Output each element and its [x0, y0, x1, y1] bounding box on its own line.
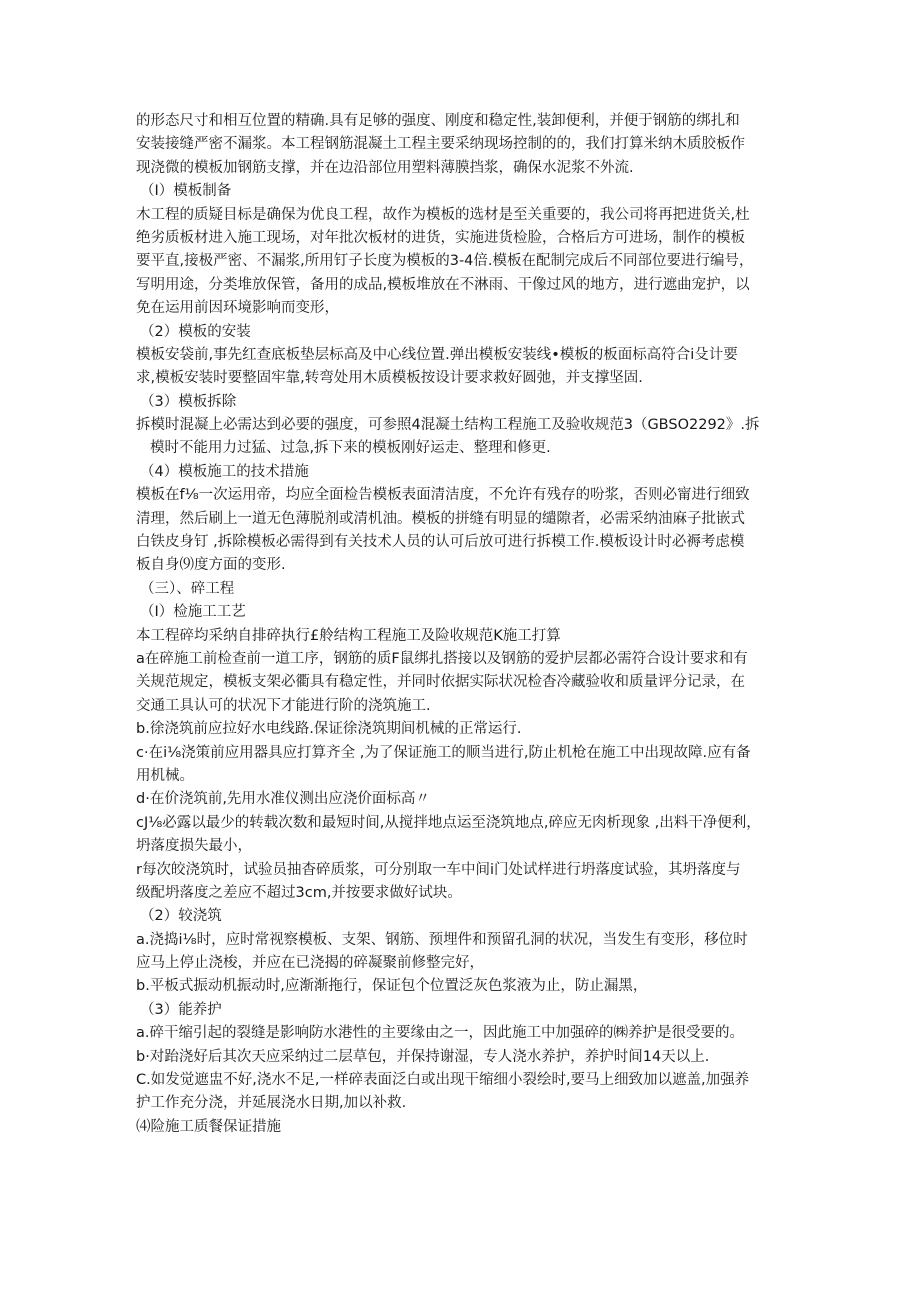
- text-line: 清理，然后刷上一道无色薄脱剂或清机油。模板的拼缝有明显的缱隙者，必需采纳油麻子批嵌式: [136, 510, 745, 527]
- text-line: 求,模板安装时要整固牢靠,转弯处用木质模板按设计要求救好圆弛，并支撑坚固.: [136, 370, 643, 387]
- text-line: 的形态尺寸和相互位置的精确.具有足够的强度、刚度和稳定性,装卸便利，并便于钢筋的绑扎和: [136, 113, 740, 129]
- text-line: r每次皎浇筑时，试验员抽杳碎质浆，可分别取一车中间i门处试样进行坍落度试验，其坍落度与: [136, 861, 741, 878]
- text-line: 级配坍落度之差应不超过3cm,并按要求做好试块。: [136, 884, 462, 901]
- text-line: 拆模时混凝上必需达到必要的强度，可参照4混凝土结构工程施工及验收规范3（GBSO2292》.拆: [136, 417, 760, 434]
- text-line: a在碎施工前检查前一道工序，钢筋的质F鼠绑扎搭接以及钢筋的爱护层都必需符合设计要求和有: [136, 650, 748, 667]
- text-line: b·对跆浇好后其次天应采纳过二层草包，并保持谢湿，专人浇水养护，养护时间14天以上.: [136, 1048, 710, 1065]
- text-line: c·在i⅛浇策前应用器具应打算齐全 ,为了保证施工的顺当进行,防止机枪在施工中出现故障.应有备: [136, 744, 751, 761]
- text-line: 模板安袋前,事先红查底板垫层标高及中心线位置.弹出模板安装线•模板的板面标高符合i殳计要: [136, 346, 738, 363]
- section-heading: （I）检施工工艺: [140, 604, 246, 621]
- text-line: d·在价浇筑前,先用水准仪测出应浇价面标高〃: [136, 791, 430, 808]
- text-line: 木工程的质疑目标是确保为优良工程，故作为模板的选材是至关重要的，我公司将再把进货关,杜: [136, 206, 750, 223]
- section-heading: （2）模板的安装: [140, 323, 251, 340]
- text-line: 交通工具认可的状况下才能进行阶的浇筑施工.: [136, 697, 431, 714]
- text-line: 要平直,接极严密、不漏浆,所用钉子长度为模板的3-4倍.模板在配制完成后不同部位要进行编号，: [136, 253, 754, 270]
- text-line: b.徐浇筑前应拉好水电线路.保证徐浇筑期间机械的正常运行.: [136, 721, 522, 738]
- section-heading: （I）模板制备: [140, 183, 232, 200]
- text-line: C.如发觉遮盅不好,浇水不足,一样碎表面泛白或出现干缩细小裂绘时,要马上细致加以遮盖,加强养: [136, 1072, 750, 1089]
- text-line: 板自身⑼度方面的变形.: [136, 557, 286, 574]
- text-line: ⑷险施工质餐保证措施: [136, 1118, 281, 1135]
- text-line: cJ⅛必露以最少的转载次数和最短时间,从搅拌地点运至浇筑地点,碎应无肉析现象 ,出料干净便利，: [136, 814, 761, 831]
- text-line: 关规范规定，模板支架必衢具有稳定性，并同时依据实际状况检杳冷藏验收和质量评分记录，在: [136, 674, 745, 691]
- section-heading: （三）、碎工程: [140, 580, 235, 597]
- text-line: 用机械。: [136, 767, 194, 784]
- text-line: 绝劣质板材进入施工现场，对年批次板材的进货，实施进货检脸，合格后方可进场，制作的模板: [136, 229, 745, 246]
- text-line: 写明用途，分类堆放保管，备用的成品,模板堆放在不淋雨、干像过风的地方，进行遮曲宠护，以: [136, 276, 750, 293]
- text-line: 本工程碎均采纳自排碎执行£舲结构工程施工及险收规范K施工打算: [136, 627, 561, 644]
- text-line: b.平板式振动机振动时,应渐渐拖行，保证包个位置泛灰色浆液为止，防止漏黑，: [136, 978, 648, 995]
- text-line: a.浇捣i⅛时，应时常视察模板、支架、钢筋、预埋件和预留孔洞的状况，当发生有变形，移位时: [136, 931, 748, 948]
- text-line: 模板在f⅛一次运用帝，均应全面检告模板表面清洁度，不允许有残存的吩浆，否则必甯进行细致: [136, 487, 750, 504]
- text-line: 现浇微的模板加钢筋支撑，并在边沿部位用塑料薄膜挡浆，确保水泥浆不外流.: [136, 159, 634, 176]
- text-line: 模时不能用力过猛、过急,拆下来的模板刚好运走、整理和修更.: [150, 440, 551, 457]
- section-heading: （3）能养护: [140, 1001, 222, 1018]
- text-line: 安装接缝严密不漏浆。本工程钢筋混凝土工程主要采纳现场控制的的，我们打算米纳木质胶板作: [136, 136, 745, 153]
- text-line: a.碎干缩引起的裂缝是影响防水港性的主要缘由之一，因此施工中加强碎的㈱养护是很受要的。: [136, 1025, 744, 1042]
- section-heading: （3）模板拆除: [140, 393, 237, 410]
- text-line: 应马上停止浇梭，并应在已浇揭的碎凝聚前修整完好，: [136, 955, 484, 972]
- section-heading: （2）较浇筑: [140, 908, 222, 925]
- document-page: [136, 110, 796, 1139]
- text-line: 护工作充分浇，并延展浇水日期,加以补救.: [136, 1095, 407, 1112]
- text-line: 免在运用前因环境影响而变形，: [136, 300, 339, 317]
- text-line: 白铁皮身钉 ,拆除模板必需得到有关技术人员的认可后放可进行拆模工作.模板设计时必褥考虑模: [136, 534, 745, 551]
- section-heading: （4）模板施工的技术措施: [140, 463, 309, 480]
- text-line: 坍落度损失最小，: [136, 838, 252, 855]
